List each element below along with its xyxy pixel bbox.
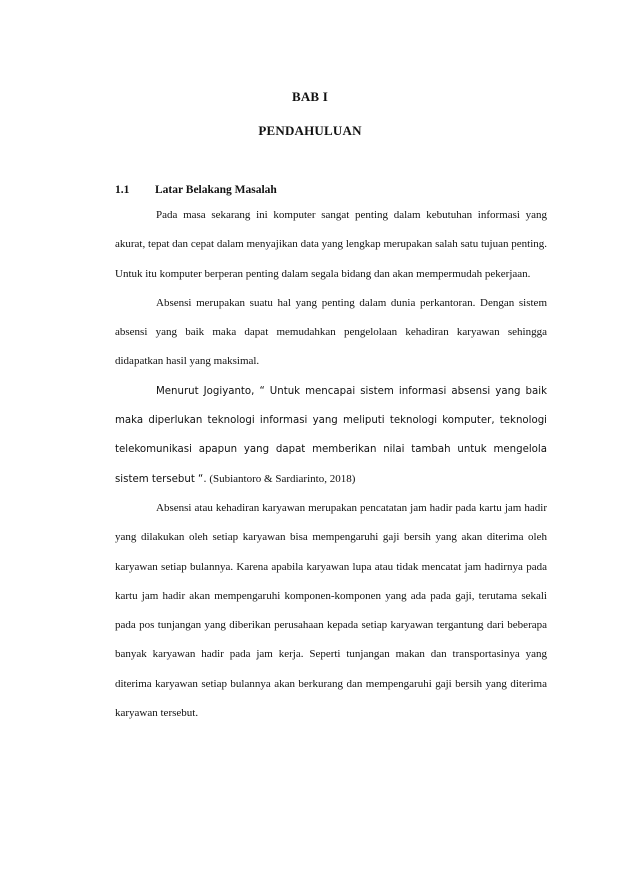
- chapter-subtitle: PENDAHULUAN: [258, 123, 362, 138]
- paragraph-absensi: Absensi merupakan suatu hal yang penting dalam dunia perkantoran. Dengan sistem absensi yang baik maka dapat memudahkan pengelolaan kehadiran karyawan sehingga didapatkan hasil yang maksimal.: [115, 296, 547, 368]
- body-text: [115, 201, 547, 728]
- quote-text: Menurut Jogiyanto, “ Untuk mencapai sistem informasi absensi yang baik maka diperlukan teknologi informasi yang meliputi teknologi komputer, teknologi telekomunikasi apapun yang dapat memberikan nilai tambah untuk mengelola sistem tersebut “.: [115, 385, 547, 485]
- citation: (Subiantoro & Sardiarinto, 2018): [206, 472, 356, 485]
- section-number: 1.1: [115, 184, 130, 196]
- section-title: Latar Belakang Masalah: [155, 184, 277, 196]
- paragraph-quote: [115, 377, 547, 494]
- paragraph-kehadiran: Absensi atau kehadiran karyawan merupakan pencatatan jam hadir pada kartu jam hadir yang dilakukan oleh setiap karyawan bisa mempengaruhi gaji bersih yang akan diterima oleh karyawan setiap bulannya. Karena apabila karyawan lupa atau tidak mencatat jam hadirnya pada kartu jam hadir akan mempengaruhi komponen-komponen yang ada pada gaji, terutama sekali pada pos tunjangan yang diberikan perusahaan kepada setiap karyawan tergantung dari beberapa banyak karyawan hadir pada jam kerja. Seperti tunjangan makan dan transportasinya yang diterima karyawan setiap bulannya akan berkurang dan mempengaruhi gaji bersih yang diterima karyawan tersebut.: [115, 501, 547, 720]
- paragraph-intro: Pada masa sekarang ini komputer sangat penting dalam kebutuhan informasi yang akurat, tepat dan cepat dalam menyajikan data yang lengkap merupakan salah satu tujuan penting. Untuk itu komputer berperan penting dalam segala bidang dan akan mempermudah pekerjaan.: [115, 209, 547, 280]
- chapter-title: BAB I: [291, 89, 329, 104]
- section-heading: [115, 184, 277, 196]
